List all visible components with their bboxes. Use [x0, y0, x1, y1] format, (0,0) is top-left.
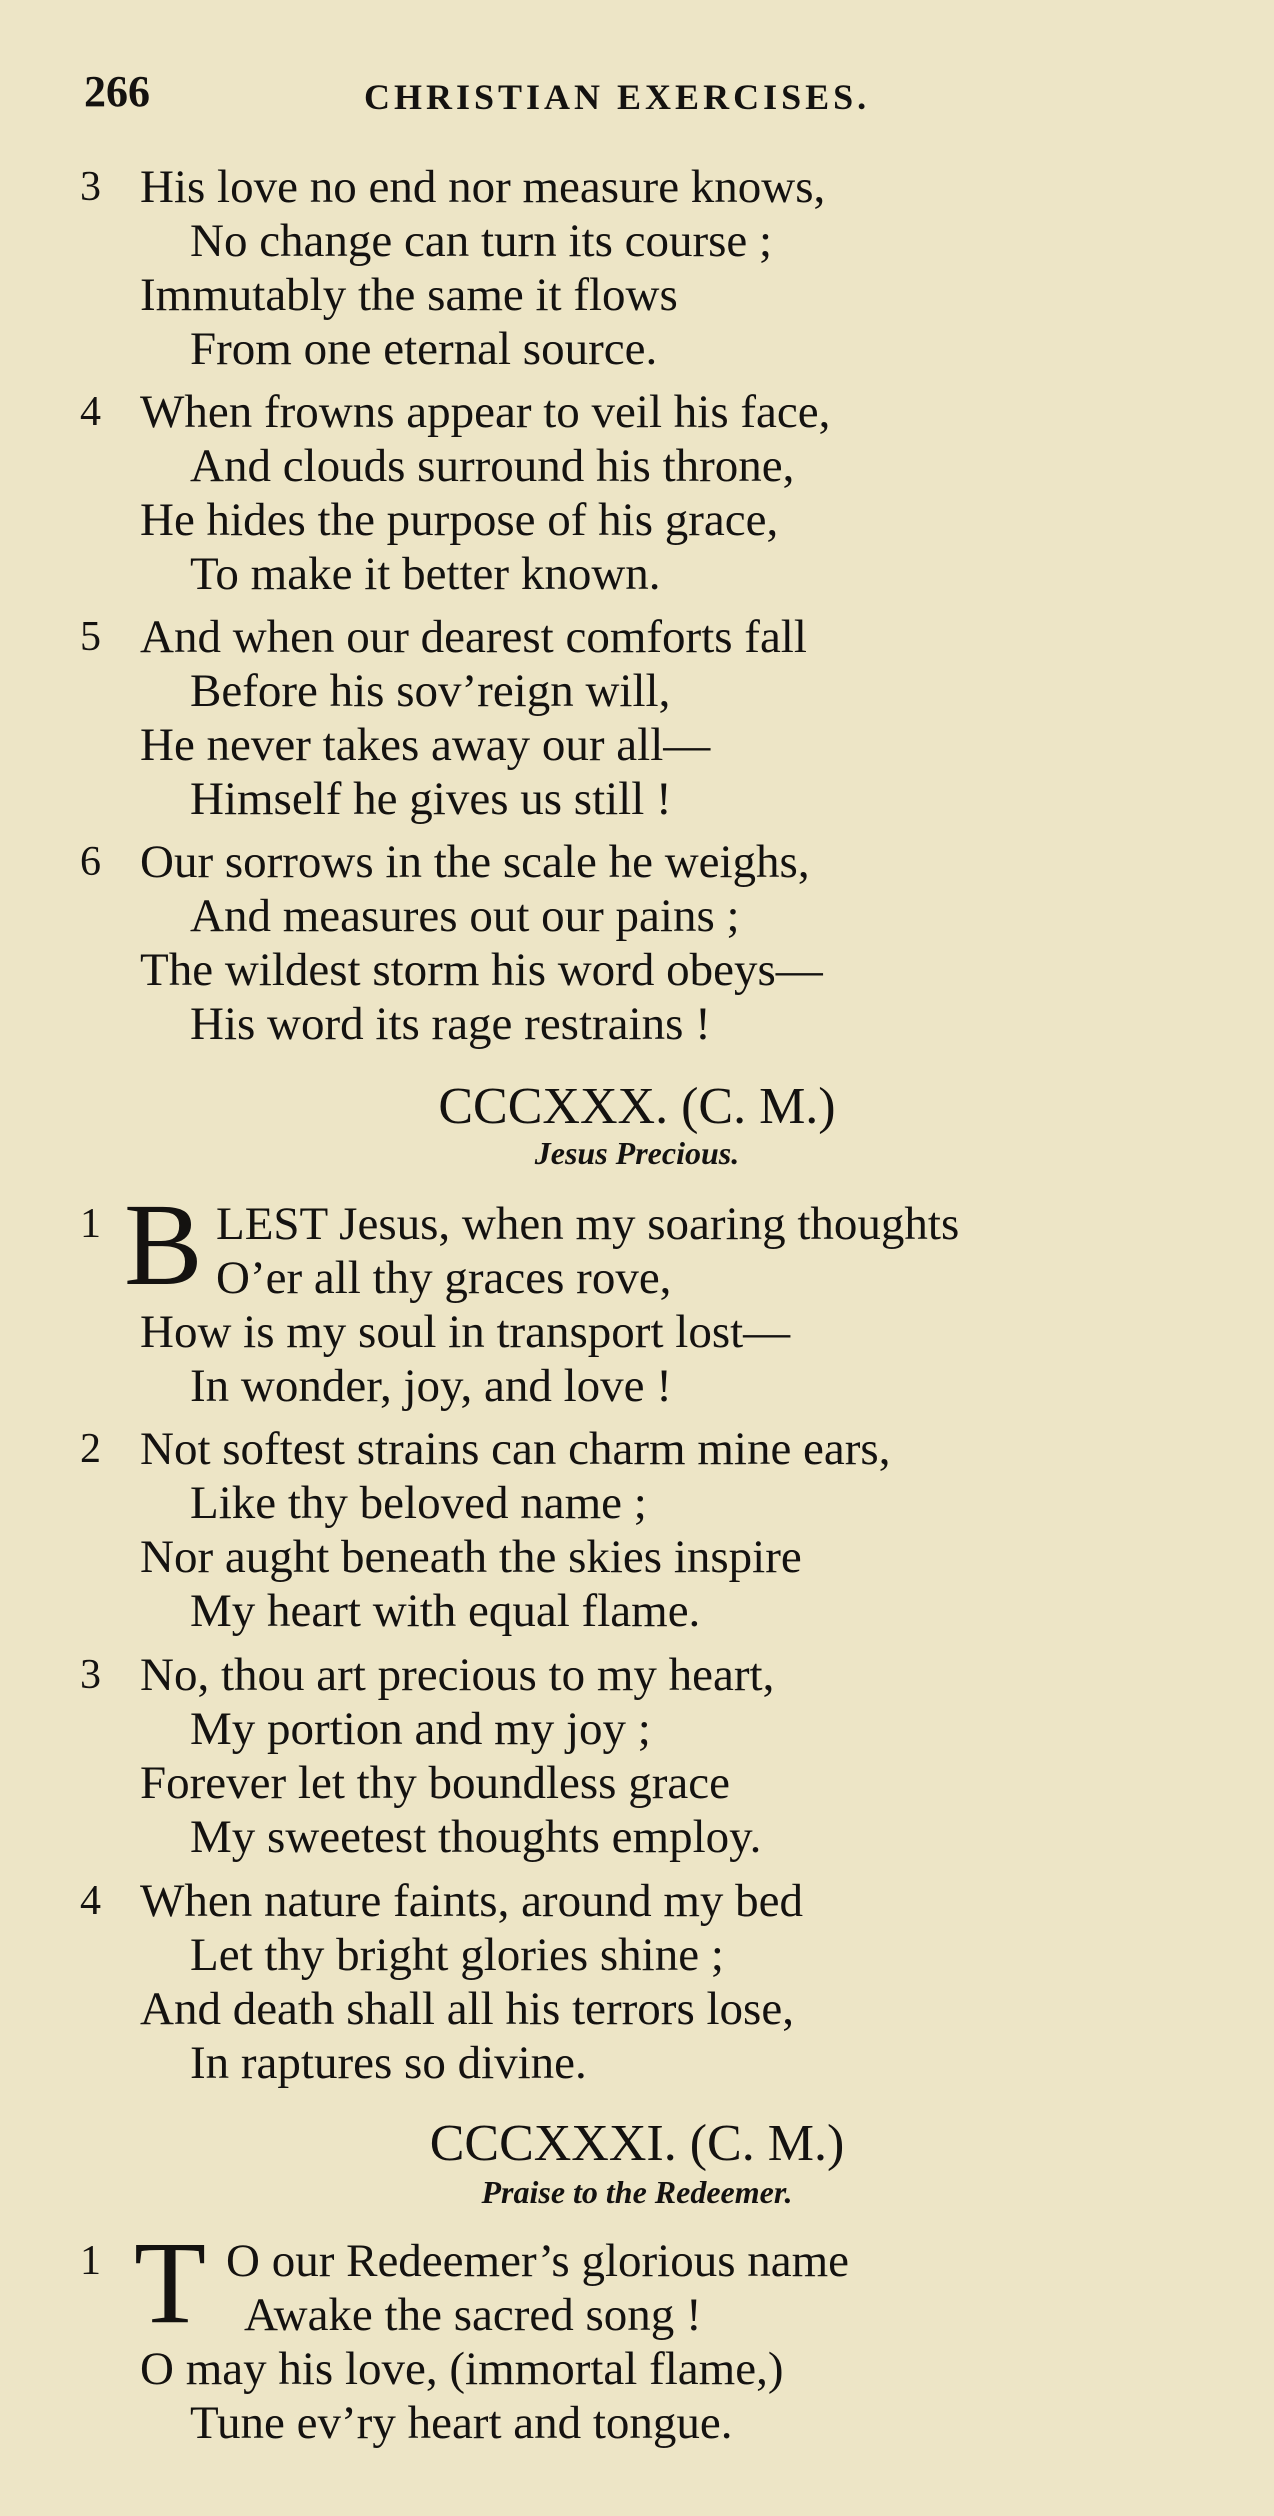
- verse-line: No, thou art precious to my heart,: [140, 1649, 775, 1701]
- stanza-number: 1: [80, 1201, 101, 1247]
- verse-line: Our sorrows in the scale he weighs,: [140, 836, 810, 888]
- verse-line: Let thy bright glories shine ;: [190, 1929, 724, 1981]
- verse-line: His word its rage restrains !: [190, 998, 711, 1050]
- verse-line: Himself he gives us still !: [190, 773, 672, 825]
- verse-line: The wildest storm his word obeys—: [140, 944, 823, 996]
- verse-line: O our Redeemer’s glorious name: [226, 2235, 850, 2287]
- verse-line: My portion and my joy ;: [190, 1703, 651, 1755]
- verse-line: Like thy beloved name ;: [190, 1477, 647, 1529]
- verse-line: My sweetest thoughts employ.: [190, 1811, 762, 1863]
- verse-line: He hides the purpose of his grace,: [140, 494, 779, 546]
- stanza-number: 4: [80, 389, 101, 435]
- verse-line: From one eternal source.: [190, 323, 658, 375]
- hymn-title: CCCXXX. (C. M.): [438, 1078, 836, 1135]
- verse-line: No change can turn its course ;: [190, 215, 773, 267]
- verse-line: Tune ev’ry heart and tongue.: [190, 2397, 733, 2449]
- stanza-number: 4: [80, 1878, 101, 1924]
- verse-line: My heart with equal flame.: [190, 1585, 701, 1637]
- verse-line: Not softest strains can charm mine ears,: [140, 1423, 891, 1475]
- verse-line: He never takes away our all—: [140, 719, 711, 771]
- verse-line: Before his sov’reign will,: [190, 665, 671, 717]
- verse-line: To make it better known.: [190, 548, 661, 600]
- verse-line: And clouds surround his throne,: [190, 440, 795, 492]
- verse-line: In wonder, joy, and love !: [190, 1360, 672, 1412]
- hymn-subtitle: Jesus Precious.: [534, 1135, 740, 1171]
- drop-cap-letter: B: [124, 1179, 203, 1310]
- page-number: 266: [84, 67, 150, 116]
- verse-line: Immutably the same it flows: [140, 269, 678, 321]
- verse-line: When nature faints, around my bed: [140, 1875, 804, 1927]
- verse-line: And when our dearest comforts fall: [140, 611, 807, 663]
- stanza-number: 2: [80, 1426, 101, 1472]
- page-header: [84, 66, 1244, 130]
- verse-line: And death shall all his terrors lose,: [140, 1983, 794, 2035]
- verse-line: In raptures so divine.: [190, 2037, 587, 2089]
- verse-line: O’er all thy graces rove,: [216, 1252, 672, 1304]
- hymn-subtitle: Praise to the Redeemer.: [481, 2174, 793, 2210]
- verse-line: O may his love, (immortal flame,): [140, 2343, 784, 2395]
- verse-line: How is my soul in transport lost—: [140, 1306, 791, 1358]
- drop-cap-letter: T: [134, 2217, 207, 2348]
- stanza-number: 3: [80, 164, 101, 210]
- verse-line: His love no end nor measure knows,: [140, 161, 826, 213]
- verse-line: Nor aught beneath the skies inspire: [140, 1531, 802, 1583]
- hymn-title: CCCXXXI. (C. M.): [429, 2115, 845, 2172]
- stanza-number: 1: [80, 2238, 101, 2284]
- running-title: CHRISTIAN EXERCISES.: [364, 77, 871, 117]
- verse-line: And measures out our pains ;: [190, 890, 740, 942]
- verse-line: Forever let thy boundless grace: [140, 1757, 730, 1809]
- verse-line: Awake the sacred song !: [244, 2289, 702, 2341]
- stanza-number: 5: [80, 614, 101, 660]
- verse-line: LEST Jesus, when my soaring thoughts: [216, 1198, 960, 1250]
- stanza-number: 3: [80, 1652, 101, 1698]
- verse-line: When frowns appear to veil his face,: [140, 386, 831, 438]
- stanza-number: 6: [80, 839, 101, 885]
